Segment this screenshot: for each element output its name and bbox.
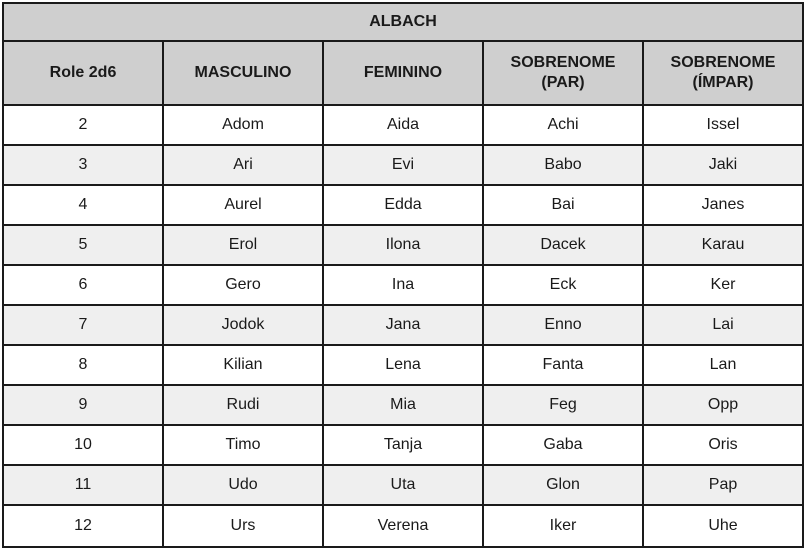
column-header-surname-odd [644, 42, 802, 104]
table-cell: Edda [324, 186, 484, 224]
table-cell: Jodok [164, 306, 324, 344]
table-cell: Opp [644, 386, 802, 424]
table-row [4, 426, 802, 466]
column-header-label: Role 2d6 [49, 64, 117, 81]
table-cell: Udo [164, 466, 324, 504]
table-cell: 8 [4, 346, 164, 384]
table-cell: Glon [484, 466, 644, 504]
table-row [4, 146, 802, 186]
table-cell: 4 [4, 186, 164, 224]
table-body [4, 106, 802, 546]
table-cell: Jana [324, 306, 484, 344]
table-cell: 11 [4, 466, 164, 504]
table-row [4, 226, 802, 266]
table-cell: Feg [484, 386, 644, 424]
column-header-surname-even [484, 42, 644, 104]
table-row [4, 106, 802, 146]
table-cell: Gero [164, 266, 324, 304]
table-cell: 9 [4, 386, 164, 424]
table-row [4, 386, 802, 426]
table-row [4, 186, 802, 226]
table-cell: Gaba [484, 426, 644, 464]
table-cell: 6 [4, 266, 164, 304]
table-cell: Pap [644, 466, 802, 504]
table-cell: Timo [164, 426, 324, 464]
name-table [2, 2, 804, 548]
column-header-feminine [324, 42, 484, 104]
table-cell: Bai [484, 186, 644, 224]
table-title: ALBACH [4, 4, 802, 42]
table-cell: Ilona [324, 226, 484, 264]
table-cell: Erol [164, 226, 324, 264]
table-cell: Kilian [164, 346, 324, 384]
table-cell: Jaki [644, 146, 802, 184]
column-header-roll [4, 42, 164, 104]
table-cell: Tanja [324, 426, 484, 464]
table-cell: Enno [484, 306, 644, 344]
table-cell: Ker [644, 266, 802, 304]
table-cell: Uta [324, 466, 484, 504]
table-cell: Fanta [484, 346, 644, 384]
table-cell: Aida [324, 106, 484, 144]
table-cell: Oris [644, 426, 802, 464]
column-header-label: SOBRENOME (ÍMPAR) [670, 54, 776, 91]
column-header-label: FEMININO [363, 64, 443, 81]
table-cell: Adom [164, 106, 324, 144]
table-row [4, 266, 802, 306]
table-cell: Lan [644, 346, 802, 384]
table-cell: Eck [484, 266, 644, 304]
table-row [4, 466, 802, 506]
table-cell: Iker [484, 506, 644, 546]
table-cell: Evi [324, 146, 484, 184]
table-row [4, 506, 802, 546]
table-cell: Babo [484, 146, 644, 184]
table-cell: 3 [4, 146, 164, 184]
column-header-label: MASCULINO [194, 64, 292, 81]
table-cell: Achi [484, 106, 644, 144]
table-cell: Dacek [484, 226, 644, 264]
table-cell: Ina [324, 266, 484, 304]
table-cell: Uhe [644, 506, 802, 546]
table-cell: 10 [4, 426, 164, 464]
table-cell: Rudi [164, 386, 324, 424]
table-cell: Urs [164, 506, 324, 546]
table-cell: 7 [4, 306, 164, 344]
table-cell: 12 [4, 506, 164, 546]
table-cell: Ari [164, 146, 324, 184]
table-cell: Karau [644, 226, 802, 264]
table-cell: Verena [324, 506, 484, 546]
table-cell: Janes [644, 186, 802, 224]
table-cell: 5 [4, 226, 164, 264]
table-row [4, 306, 802, 346]
table-cell: Lai [644, 306, 802, 344]
table-cell: Mia [324, 386, 484, 424]
table-header-row [4, 42, 802, 106]
table-row [4, 346, 802, 386]
table-cell: 2 [4, 106, 164, 144]
column-header-label: SOBRENOME (PAR) [510, 54, 616, 91]
column-header-masculine [164, 42, 324, 104]
table-cell: Lena [324, 346, 484, 384]
table-cell: Aurel [164, 186, 324, 224]
table-cell: Issel [644, 106, 802, 144]
